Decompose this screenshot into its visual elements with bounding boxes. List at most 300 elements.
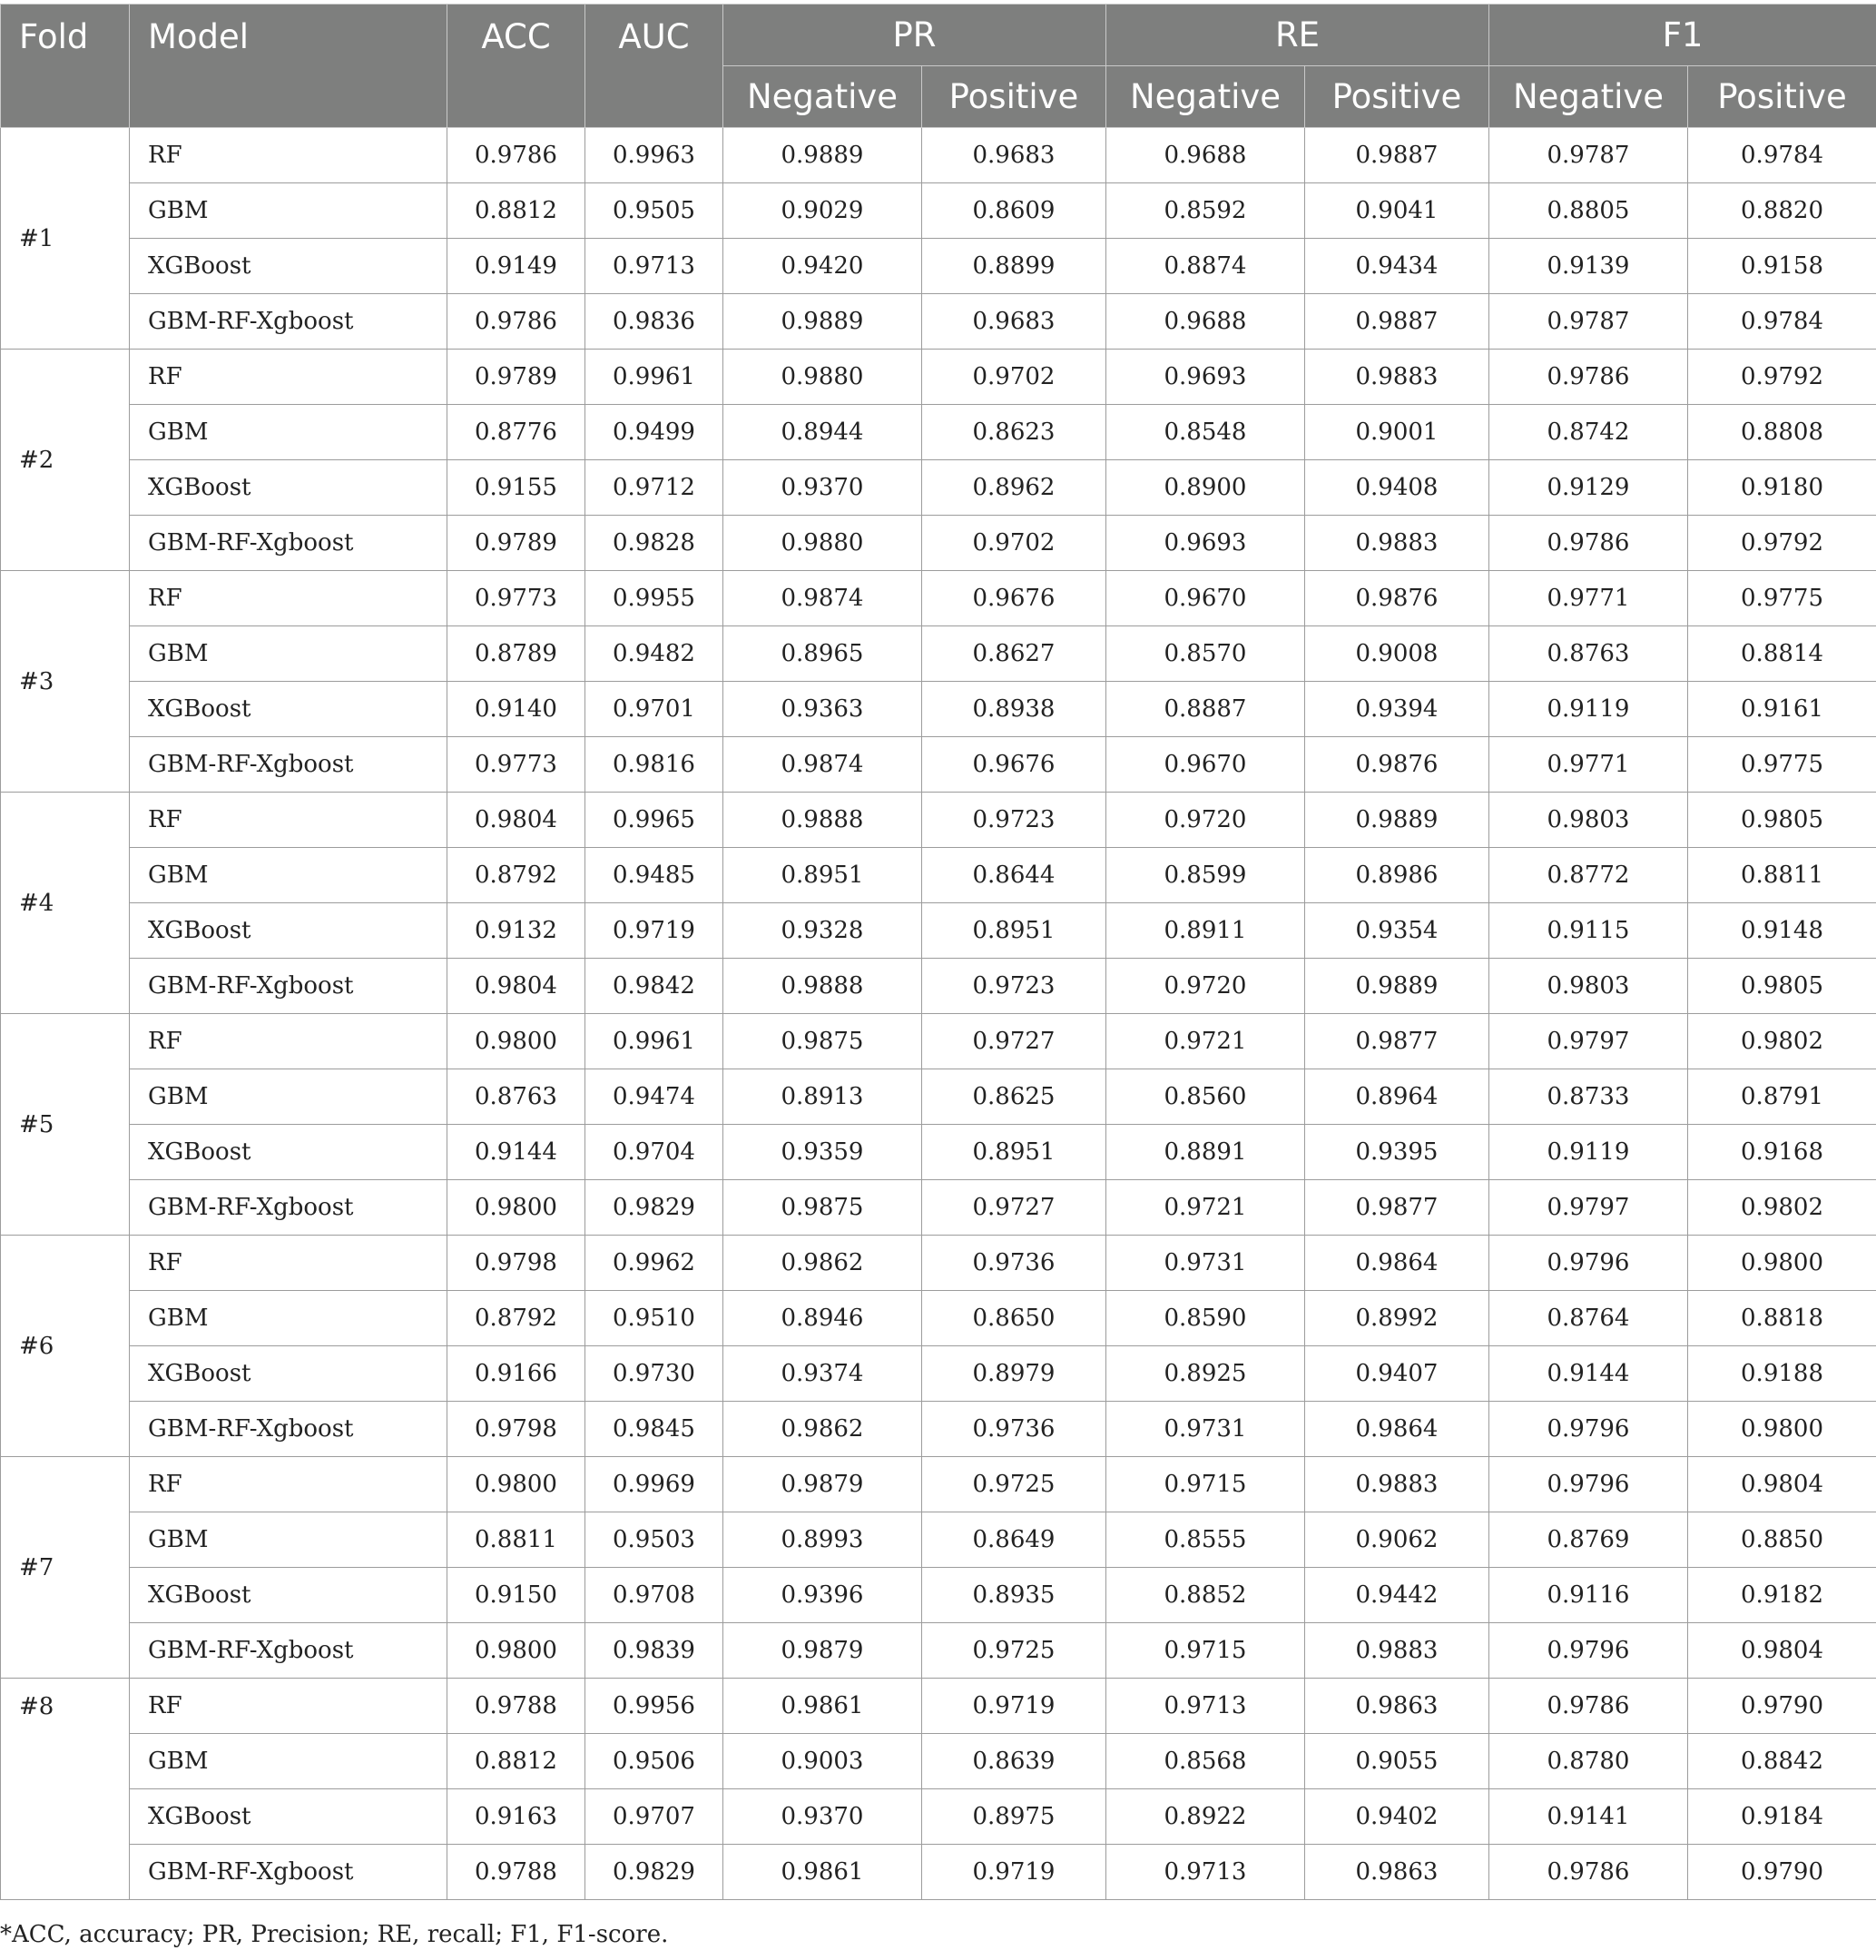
re-negative-cell: 0.8568 — [1106, 1734, 1305, 1789]
f1-negative-cell: 0.9786 — [1489, 350, 1688, 405]
auc-cell: 0.9474 — [585, 1069, 723, 1125]
re-negative-cell: 0.8891 — [1106, 1125, 1305, 1180]
acc-cell: 0.9788 — [447, 1845, 585, 1900]
f1-negative-cell: 0.9787 — [1489, 294, 1688, 350]
table-row — [1, 128, 1876, 183]
fold-cell: #8 — [1, 1679, 130, 1900]
f1-negative-cell: 0.9771 — [1489, 571, 1688, 626]
re-negative-cell: 0.8555 — [1106, 1512, 1305, 1568]
table-body — [1, 128, 1876, 1900]
auc-cell: 0.9956 — [585, 1679, 723, 1734]
auc-cell: 0.9845 — [585, 1402, 723, 1457]
results-table-container — [0, 4, 1876, 1900]
f1-negative-cell: 0.8805 — [1489, 183, 1688, 239]
model-cell: XGBoost — [130, 1125, 447, 1180]
pr-negative-cell: 0.9029 — [723, 183, 922, 239]
f1-negative-cell: 0.9115 — [1489, 903, 1688, 959]
pr-negative-cell: 0.9874 — [723, 571, 922, 626]
f1-negative-cell: 0.9129 — [1489, 460, 1688, 516]
table-row — [1, 848, 1876, 903]
re-negative-cell: 0.9731 — [1106, 1236, 1305, 1291]
model-cell: XGBoost — [130, 239, 447, 294]
pr-positive-cell: 0.8639 — [922, 1734, 1106, 1789]
re-positive-cell: 0.9876 — [1305, 737, 1489, 793]
f1-positive-cell: 0.9784 — [1688, 294, 1876, 350]
model-cell: RF — [130, 1679, 447, 1734]
f1-positive-cell: 0.9784 — [1688, 128, 1876, 183]
f1-negative-cell: 0.9771 — [1489, 737, 1688, 793]
re-negative-cell: 0.8590 — [1106, 1291, 1305, 1346]
pr-positive-cell: 0.9725 — [922, 1457, 1106, 1512]
re-negative-cell: 0.8911 — [1106, 903, 1305, 959]
f1-negative-cell: 0.9796 — [1489, 1236, 1688, 1291]
re-positive-cell: 0.9062 — [1305, 1512, 1489, 1568]
f1-negative-cell: 0.9116 — [1489, 1568, 1688, 1623]
header-pr: PR — [723, 5, 1106, 66]
pr-positive-cell: 0.8935 — [922, 1568, 1106, 1623]
auc-cell: 0.9816 — [585, 737, 723, 793]
f1-negative-cell: 0.9141 — [1489, 1789, 1688, 1845]
table-footnote: *ACC, accuracy; PR, Precision; RE, recall; F1, F1-score. — [0, 1921, 669, 1948]
table-row — [1, 239, 1876, 294]
auc-cell: 0.9963 — [585, 128, 723, 183]
pr-negative-cell: 0.9875 — [723, 1014, 922, 1069]
table-row — [1, 626, 1876, 682]
re-negative-cell: 0.9721 — [1106, 1014, 1305, 1069]
results-table — [0, 4, 1876, 1900]
model-cell: GBM-RF-Xgboost — [130, 516, 447, 571]
table-row — [1, 737, 1876, 793]
fold-cell: #2 — [1, 350, 130, 571]
re-positive-cell: 0.9876 — [1305, 571, 1489, 626]
fold-cell: #6 — [1, 1236, 130, 1457]
model-cell: XGBoost — [130, 1568, 447, 1623]
auc-cell: 0.9704 — [585, 1125, 723, 1180]
acc-cell: 0.8812 — [447, 1734, 585, 1789]
pr-negative-cell: 0.9328 — [723, 903, 922, 959]
pr-positive-cell: 0.8649 — [922, 1512, 1106, 1568]
pr-negative-cell: 0.8951 — [723, 848, 922, 903]
acc-cell: 0.9798 — [447, 1402, 585, 1457]
auc-cell: 0.9485 — [585, 848, 723, 903]
re-positive-cell: 0.9402 — [1305, 1789, 1489, 1845]
re-positive-cell: 0.9887 — [1305, 128, 1489, 183]
re-negative-cell: 0.8548 — [1106, 405, 1305, 460]
re-positive-cell: 0.9883 — [1305, 1623, 1489, 1679]
f1-negative-cell: 0.9797 — [1489, 1180, 1688, 1236]
header-re-positive: Positive — [1305, 66, 1489, 128]
header-auc: AUC — [585, 5, 723, 128]
auc-cell: 0.9730 — [585, 1346, 723, 1402]
pr-positive-cell: 0.9683 — [922, 294, 1106, 350]
f1-positive-cell: 0.9775 — [1688, 571, 1876, 626]
f1-positive-cell: 0.9168 — [1688, 1125, 1876, 1180]
f1-negative-cell: 0.9119 — [1489, 1125, 1688, 1180]
table-row — [1, 1568, 1876, 1623]
re-negative-cell: 0.8592 — [1106, 183, 1305, 239]
f1-positive-cell: 0.8791 — [1688, 1069, 1876, 1125]
pr-positive-cell: 0.9719 — [922, 1679, 1106, 1734]
auc-cell: 0.9836 — [585, 294, 723, 350]
re-negative-cell: 0.9713 — [1106, 1845, 1305, 1900]
f1-negative-cell: 0.8780 — [1489, 1734, 1688, 1789]
fold-cell: #1 — [1, 128, 130, 350]
fold-cell: #7 — [1, 1457, 130, 1679]
f1-negative-cell: 0.8733 — [1489, 1069, 1688, 1125]
pr-positive-cell: 0.8979 — [922, 1346, 1106, 1402]
pr-positive-cell: 0.9683 — [922, 128, 1106, 183]
f1-positive-cell: 0.8818 — [1688, 1291, 1876, 1346]
re-positive-cell: 0.9863 — [1305, 1679, 1489, 1734]
f1-positive-cell: 0.9804 — [1688, 1457, 1876, 1512]
re-positive-cell: 0.9863 — [1305, 1845, 1489, 1900]
pr-negative-cell: 0.9879 — [723, 1457, 922, 1512]
re-negative-cell: 0.9715 — [1106, 1457, 1305, 1512]
table-row — [1, 1069, 1876, 1125]
model-cell: GBM-RF-Xgboost — [130, 1180, 447, 1236]
model-cell: GBM — [130, 183, 447, 239]
auc-cell: 0.9961 — [585, 350, 723, 405]
pr-negative-cell: 0.9374 — [723, 1346, 922, 1402]
table-row — [1, 1512, 1876, 1568]
acc-cell: 0.8776 — [447, 405, 585, 460]
table-row — [1, 1180, 1876, 1236]
acc-cell: 0.9166 — [447, 1346, 585, 1402]
pr-positive-cell: 0.9702 — [922, 350, 1106, 405]
pr-negative-cell: 0.9359 — [723, 1125, 922, 1180]
pr-positive-cell: 0.9727 — [922, 1014, 1106, 1069]
pr-positive-cell: 0.8951 — [922, 1125, 1106, 1180]
acc-cell: 0.9798 — [447, 1236, 585, 1291]
acc-cell: 0.9149 — [447, 239, 585, 294]
f1-positive-cell: 0.8811 — [1688, 848, 1876, 903]
re-positive-cell: 0.9877 — [1305, 1180, 1489, 1236]
pr-negative-cell: 0.8946 — [723, 1291, 922, 1346]
header-pr-positive: Positive — [922, 66, 1106, 128]
re-positive-cell: 0.9394 — [1305, 682, 1489, 737]
re-positive-cell: 0.9041 — [1305, 183, 1489, 239]
re-negative-cell: 0.9720 — [1106, 959, 1305, 1014]
table-row — [1, 793, 1876, 848]
pr-negative-cell: 0.9875 — [723, 1180, 922, 1236]
pr-positive-cell: 0.8627 — [922, 626, 1106, 682]
table-row — [1, 1014, 1876, 1069]
model-cell: GBM — [130, 848, 447, 903]
f1-positive-cell: 0.9184 — [1688, 1789, 1876, 1845]
re-positive-cell: 0.9883 — [1305, 350, 1489, 405]
re-negative-cell: 0.9688 — [1106, 128, 1305, 183]
re-positive-cell: 0.8964 — [1305, 1069, 1489, 1125]
auc-cell: 0.9701 — [585, 682, 723, 737]
model-cell: GBM — [130, 1291, 447, 1346]
re-positive-cell: 0.9407 — [1305, 1346, 1489, 1402]
table-row — [1, 1789, 1876, 1845]
re-negative-cell: 0.8560 — [1106, 1069, 1305, 1125]
table-row — [1, 1623, 1876, 1679]
auc-cell: 0.9707 — [585, 1789, 723, 1845]
table-row — [1, 294, 1876, 350]
re-negative-cell: 0.9721 — [1106, 1180, 1305, 1236]
pr-positive-cell: 0.8962 — [922, 460, 1106, 516]
acc-cell: 0.8811 — [447, 1512, 585, 1568]
f1-negative-cell: 0.8763 — [1489, 626, 1688, 682]
re-negative-cell: 0.8852 — [1106, 1568, 1305, 1623]
model-cell: RF — [130, 350, 447, 405]
auc-cell: 0.9713 — [585, 239, 723, 294]
auc-cell: 0.9955 — [585, 571, 723, 626]
model-cell: GBM — [130, 1734, 447, 1789]
table-row — [1, 405, 1876, 460]
fold-cell: #3 — [1, 571, 130, 793]
re-positive-cell: 0.9434 — [1305, 239, 1489, 294]
re-negative-cell: 0.8887 — [1106, 682, 1305, 737]
table-row — [1, 1346, 1876, 1402]
model-cell: RF — [130, 128, 447, 183]
auc-cell: 0.9965 — [585, 793, 723, 848]
re-positive-cell: 0.9889 — [1305, 959, 1489, 1014]
acc-cell: 0.8763 — [447, 1069, 585, 1125]
acc-cell: 0.9773 — [447, 571, 585, 626]
f1-negative-cell: 0.9796 — [1489, 1402, 1688, 1457]
pr-negative-cell: 0.9889 — [723, 128, 922, 183]
table-row — [1, 903, 1876, 959]
acc-cell: 0.9788 — [447, 1679, 585, 1734]
f1-positive-cell: 0.9792 — [1688, 516, 1876, 571]
table-row — [1, 1291, 1876, 1346]
pr-positive-cell: 0.9676 — [922, 571, 1106, 626]
f1-positive-cell: 0.9790 — [1688, 1845, 1876, 1900]
pr-negative-cell: 0.9420 — [723, 239, 922, 294]
f1-negative-cell: 0.9786 — [1489, 1845, 1688, 1900]
model-cell: XGBoost — [130, 460, 447, 516]
auc-cell: 0.9839 — [585, 1623, 723, 1679]
model-cell: RF — [130, 793, 447, 848]
f1-negative-cell: 0.9786 — [1489, 516, 1688, 571]
f1-positive-cell: 0.9802 — [1688, 1180, 1876, 1236]
model-cell: XGBoost — [130, 682, 447, 737]
auc-cell: 0.9961 — [585, 1014, 723, 1069]
auc-cell: 0.9708 — [585, 1568, 723, 1623]
auc-cell: 0.9506 — [585, 1734, 723, 1789]
pr-positive-cell: 0.9736 — [922, 1402, 1106, 1457]
f1-positive-cell: 0.9800 — [1688, 1402, 1876, 1457]
acc-cell: 0.8789 — [447, 626, 585, 682]
re-negative-cell: 0.8925 — [1106, 1346, 1305, 1402]
f1-positive-cell: 0.9180 — [1688, 460, 1876, 516]
re-positive-cell: 0.9864 — [1305, 1236, 1489, 1291]
acc-cell: 0.9140 — [447, 682, 585, 737]
auc-cell: 0.9499 — [585, 405, 723, 460]
model-cell: XGBoost — [130, 1789, 447, 1845]
pr-positive-cell: 0.8625 — [922, 1069, 1106, 1125]
header-re: RE — [1106, 5, 1489, 66]
model-cell: RF — [130, 1457, 447, 1512]
re-positive-cell: 0.9354 — [1305, 903, 1489, 959]
table-row — [1, 350, 1876, 405]
pr-negative-cell: 0.9880 — [723, 516, 922, 571]
header-f1-negative: Negative — [1489, 66, 1688, 128]
auc-cell: 0.9510 — [585, 1291, 723, 1346]
header-f1: F1 — [1489, 5, 1876, 66]
f1-positive-cell: 0.9804 — [1688, 1623, 1876, 1679]
table-row — [1, 183, 1876, 239]
f1-positive-cell: 0.9182 — [1688, 1568, 1876, 1623]
f1-negative-cell: 0.8742 — [1489, 405, 1688, 460]
re-negative-cell: 0.8570 — [1106, 626, 1305, 682]
auc-cell: 0.9828 — [585, 516, 723, 571]
re-negative-cell: 0.9670 — [1106, 571, 1305, 626]
acc-cell: 0.8812 — [447, 183, 585, 239]
pr-positive-cell: 0.8975 — [922, 1789, 1106, 1845]
re-positive-cell: 0.9887 — [1305, 294, 1489, 350]
pr-positive-cell: 0.9727 — [922, 1180, 1106, 1236]
model-cell: GBM-RF-Xgboost — [130, 1623, 447, 1679]
header-f1-positive: Positive — [1688, 66, 1876, 128]
acc-cell: 0.9800 — [447, 1623, 585, 1679]
re-negative-cell: 0.9715 — [1106, 1623, 1305, 1679]
f1-positive-cell: 0.9792 — [1688, 350, 1876, 405]
pr-negative-cell: 0.9370 — [723, 460, 922, 516]
pr-positive-cell: 0.8623 — [922, 405, 1106, 460]
pr-positive-cell: 0.9676 — [922, 737, 1106, 793]
auc-cell: 0.9712 — [585, 460, 723, 516]
acc-cell: 0.9800 — [447, 1180, 585, 1236]
f1-positive-cell: 0.8820 — [1688, 183, 1876, 239]
model-cell: GBM-RF-Xgboost — [130, 737, 447, 793]
f1-negative-cell: 0.9786 — [1489, 1679, 1688, 1734]
pr-positive-cell: 0.8951 — [922, 903, 1106, 959]
f1-positive-cell: 0.9805 — [1688, 959, 1876, 1014]
pr-negative-cell: 0.9861 — [723, 1679, 922, 1734]
re-positive-cell: 0.9883 — [1305, 1457, 1489, 1512]
fold-cell: #5 — [1, 1014, 130, 1236]
re-negative-cell: 0.9713 — [1106, 1679, 1305, 1734]
re-negative-cell: 0.9731 — [1106, 1402, 1305, 1457]
f1-negative-cell: 0.8772 — [1489, 848, 1688, 903]
header-fold: Fold — [1, 5, 130, 128]
f1-negative-cell: 0.9796 — [1489, 1623, 1688, 1679]
model-cell: XGBoost — [130, 1346, 447, 1402]
table-row — [1, 1402, 1876, 1457]
pr-negative-cell: 0.8965 — [723, 626, 922, 682]
pr-negative-cell: 0.9862 — [723, 1236, 922, 1291]
model-cell: GBM-RF-Xgboost — [130, 959, 447, 1014]
f1-positive-cell: 0.8808 — [1688, 405, 1876, 460]
acc-cell: 0.9150 — [447, 1568, 585, 1623]
pr-negative-cell: 0.9363 — [723, 682, 922, 737]
header-re-negative: Negative — [1106, 66, 1305, 128]
header-model: Model — [130, 5, 447, 128]
f1-positive-cell: 0.9161 — [1688, 682, 1876, 737]
re-positive-cell: 0.9408 — [1305, 460, 1489, 516]
re-positive-cell: 0.9889 — [1305, 793, 1489, 848]
table-row — [1, 959, 1876, 1014]
pr-negative-cell: 0.9879 — [723, 1623, 922, 1679]
header-pr-negative: Negative — [723, 66, 922, 128]
re-positive-cell: 0.9883 — [1305, 516, 1489, 571]
acc-cell: 0.9789 — [447, 516, 585, 571]
pr-negative-cell: 0.9003 — [723, 1734, 922, 1789]
pr-positive-cell: 0.8644 — [922, 848, 1106, 903]
acc-cell: 0.9786 — [447, 128, 585, 183]
pr-negative-cell: 0.8993 — [723, 1512, 922, 1568]
acc-cell: 0.9155 — [447, 460, 585, 516]
pr-positive-cell: 0.8899 — [922, 239, 1106, 294]
f1-positive-cell: 0.9158 — [1688, 239, 1876, 294]
f1-negative-cell: 0.9803 — [1489, 959, 1688, 1014]
table-row — [1, 460, 1876, 516]
f1-positive-cell: 0.9148 — [1688, 903, 1876, 959]
re-positive-cell: 0.9055 — [1305, 1734, 1489, 1789]
acc-cell: 0.9804 — [447, 793, 585, 848]
re-positive-cell: 0.9877 — [1305, 1014, 1489, 1069]
model-cell: GBM — [130, 626, 447, 682]
auc-cell: 0.9719 — [585, 903, 723, 959]
pr-negative-cell: 0.9862 — [723, 1402, 922, 1457]
acc-cell: 0.9144 — [447, 1125, 585, 1180]
auc-cell: 0.9503 — [585, 1512, 723, 1568]
f1-negative-cell: 0.9796 — [1489, 1457, 1688, 1512]
model-cell: GBM — [130, 405, 447, 460]
auc-cell: 0.9829 — [585, 1180, 723, 1236]
re-positive-cell: 0.9395 — [1305, 1125, 1489, 1180]
pr-negative-cell: 0.8944 — [723, 405, 922, 460]
re-negative-cell: 0.8874 — [1106, 239, 1305, 294]
f1-positive-cell: 0.9805 — [1688, 793, 1876, 848]
re-negative-cell: 0.9688 — [1106, 294, 1305, 350]
acc-cell: 0.9804 — [447, 959, 585, 1014]
f1-positive-cell: 0.9800 — [1688, 1236, 1876, 1291]
pr-positive-cell: 0.9725 — [922, 1623, 1106, 1679]
f1-negative-cell: 0.9139 — [1489, 239, 1688, 294]
model-cell: RF — [130, 1014, 447, 1069]
auc-cell: 0.9482 — [585, 626, 723, 682]
f1-negative-cell: 0.8769 — [1489, 1512, 1688, 1568]
pr-negative-cell: 0.9874 — [723, 737, 922, 793]
pr-positive-cell: 0.9719 — [922, 1845, 1106, 1900]
model-cell: GBM-RF-Xgboost — [130, 1845, 447, 1900]
table-header — [1, 5, 1876, 128]
re-positive-cell: 0.9442 — [1305, 1568, 1489, 1623]
re-positive-cell: 0.8986 — [1305, 848, 1489, 903]
re-positive-cell: 0.9008 — [1305, 626, 1489, 682]
auc-cell: 0.9842 — [585, 959, 723, 1014]
re-negative-cell: 0.8599 — [1106, 848, 1305, 903]
acc-cell: 0.9773 — [447, 737, 585, 793]
pr-positive-cell: 0.9736 — [922, 1236, 1106, 1291]
pr-negative-cell: 0.9888 — [723, 793, 922, 848]
pr-negative-cell: 0.9396 — [723, 1568, 922, 1623]
auc-cell: 0.9829 — [585, 1845, 723, 1900]
re-positive-cell: 0.9001 — [1305, 405, 1489, 460]
f1-positive-cell: 0.9802 — [1688, 1014, 1876, 1069]
f1-negative-cell: 0.9797 — [1489, 1014, 1688, 1069]
re-negative-cell: 0.8922 — [1106, 1789, 1305, 1845]
model-cell: GBM — [130, 1512, 447, 1568]
acc-cell: 0.9786 — [447, 294, 585, 350]
table-row — [1, 1236, 1876, 1291]
model-cell: GBM — [130, 1069, 447, 1125]
acc-cell: 0.9132 — [447, 903, 585, 959]
pr-negative-cell: 0.9889 — [723, 294, 922, 350]
re-positive-cell: 0.9864 — [1305, 1402, 1489, 1457]
table-row — [1, 682, 1876, 737]
pr-negative-cell: 0.9861 — [723, 1845, 922, 1900]
f1-negative-cell: 0.9787 — [1489, 128, 1688, 183]
re-positive-cell: 0.8992 — [1305, 1291, 1489, 1346]
pr-negative-cell: 0.9880 — [723, 350, 922, 405]
table-row — [1, 1125, 1876, 1180]
